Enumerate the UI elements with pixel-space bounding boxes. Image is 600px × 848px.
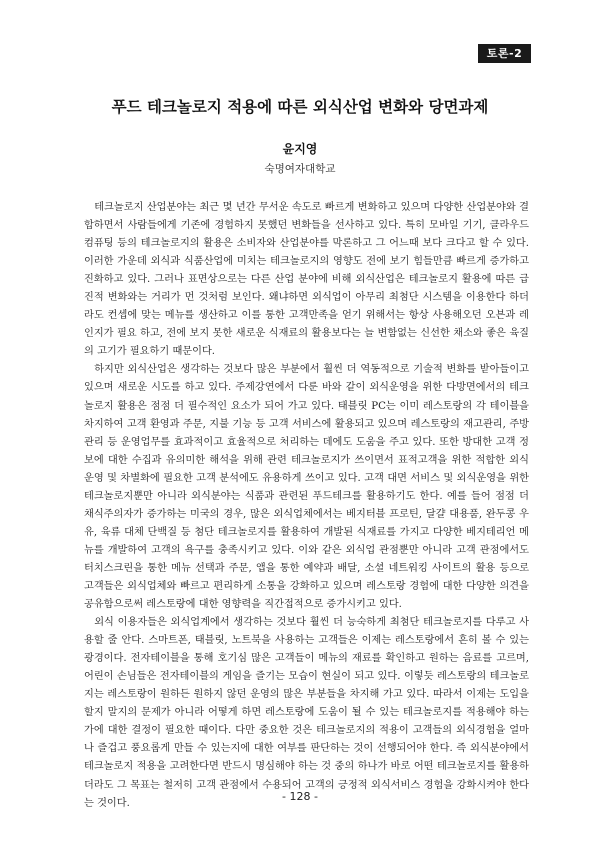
article-title: 푸드 테크놀로지 적용에 따른 외식산업 변화와 당면과제 <box>111 98 489 116</box>
author-name: 윤지영 <box>282 142 318 156</box>
paragraph-2: 하지만 외식산업은 생각하는 것보다 많은 부분에서 훨씬 더 역동적으로 기술적 변화를 받아들이고 있으며 새로운 시도를 하고 있다. 주제강연에서 다룬 바와 같이 외식운영을 위한 다방면에서의 테크놀로지 활용은 점점 더 필수적인 요소가 되어 가고 있다. 태블릿 PC는 이미 레스토랑의 각 테이블을 차지하여 고객 환영과 주문, 지불 기능 등 고객 서비스에 활용되고 있으며 레스토랑의 재고관리, 주방관리 등 운영업무를 효과적이고 효율적으로 처리하는 데에도 도움을 주고 있다. 또한 방대한 고객 정보에 대한 수집과 유의미한 해석을 위해 관련 테크놀로지가 쓰이면서 표적고객을 위한 적합한 외식 운영 및 차별화에 필요한 고객 분석에도 유용하게 쓰이고 있다. 고객 대면 서비스 및 외식운영을 위한 테크놀로지뿐만 아니라 외식분야는 식품과 관련된 푸드테크를 활용하기도 한다. 예를 들어 점점 더 채식주의자가 증가하는 미국의 경우, 많은 외식업체에서는 베지터블 프로틴, 달걀 대용품, 완두콩 우유, 육류 대체 단백질 등 첨단 테크놀로지를 활용하여 개발된 식재료를 가지고 다양한 베지테리언 메뉴를 개발하여 고객의 욕구를 충족시키고 있다. 이와 같은 외식업 관점뿐만 아니라 고객 관점에서도 터치스크린을 통한 메뉴 선택과 주문, 앱을 통한 예약과 배달, 소셜 네트워킹 사이트의 활용 등으로 고객들은 외식업체와 빠르고 편리하게 소통을 강화하고 있으며 레스토랑 경험에 대한 다양한 의견을 공유함으로써 레스토랑에 대한 영향력을 직간접적으로 증가시키고 있다. <box>84 364 529 611</box>
page-number: - 128 - <box>282 790 318 803</box>
paragraph-3: 외식 이용자들은 외식업계에서 생각하는 것보다 훨씬 더 능숙하게 최첨단 테크놀로지를 다루고 사용할 줄 안다. 스마트폰, 태블릿, 노트북을 사용하는 고객들은 이제는 레스토랑에서 흔히 볼 수 있는 광경이다. 전자테이블을 통해 호기심 많은 고객들이 메뉴의 재료를 확인하고 원하는 음료를 고르며, 어린이 손님들은 전자테이블의 게임을 즐기는 모습이 현실이 되고 있다. 이렇듯 레스토랑의 테크놀로지는 레스토랑이 원하든 원하지 않던 운영의 많은 부분들을 차지해 가고 있다. 따라서 이제는 도입을 할지 말지의 문제가 아니라 어떻게 하면 레스토랑에 도움이 될 수 있는 테크놀로지를 적용해야 하는가에 대한 결정이 필요한 때이다. 다만 중요한 것은 테크놀로지의 적용이 고객들의 외식경험을 얼마나 즐겁고 풍요롭게 만들 수 있는지에 대한 여부를 판단하는 것이 선행되어야 한다. 즉 외식분야에서 테크놀로지 적용을 고려한다면 반드시 명심해야 하는 것 중의 하나가 바로 어떤 테크놀로지를 활용하더라도 그 목표는 철저히 고객 관점에서 수용되어 고객의 긍정적 외식서비스 경험을 강화시켜야 한다는 것이다. <box>84 617 529 809</box>
author-affiliation: 숙명여자대학교 <box>264 163 336 175</box>
section-badge: 토론-2 <box>478 44 531 63</box>
paragraph-1: 테크놀로지 산업분야는 최근 몇 년간 무서운 속도로 빠르게 변화하고 있으며 다양한 산업분야와 결합하면서 사람들에게 기존에 경험하지 못했던 변화들을 선사하고 있다. 특히 모바일 기기, 클라우드 컴퓨팅 등의 테크놀로지의 활용은 소비자와 산업분야를 막론하고 그 어느때 보다 크다고 할 수 있다. 이러한 가운데 외식과 식품산업에 미치는 테크놀로지의 영향도 전에 보기 힘들만큼 빠르게 증가하고 진화하고 있다. 그러나 표면상으로는 다른 산업 분야에 비해 외식산업은 테크놀로지 활용에 따른 급진적 변화와는 거리가 먼 것처럼 보인다. 왜냐하면 외식업이 아무리 최첨단 시스템을 이용한다 하더라도 컨셉에 맞는 메뉴를 생산하고 이를 통한 고객만족을 얻기 위해서는 항상 사용해오던 오븐과 레인지가 필요 하고, 전에 보지 못한 새로운 식재료의 활용보다는 늘 변함없는 신선한 채소와 좋은 육질의 고기가 필요하기 때문이다. <box>84 202 529 358</box>
article-body <box>84 199 529 813</box>
